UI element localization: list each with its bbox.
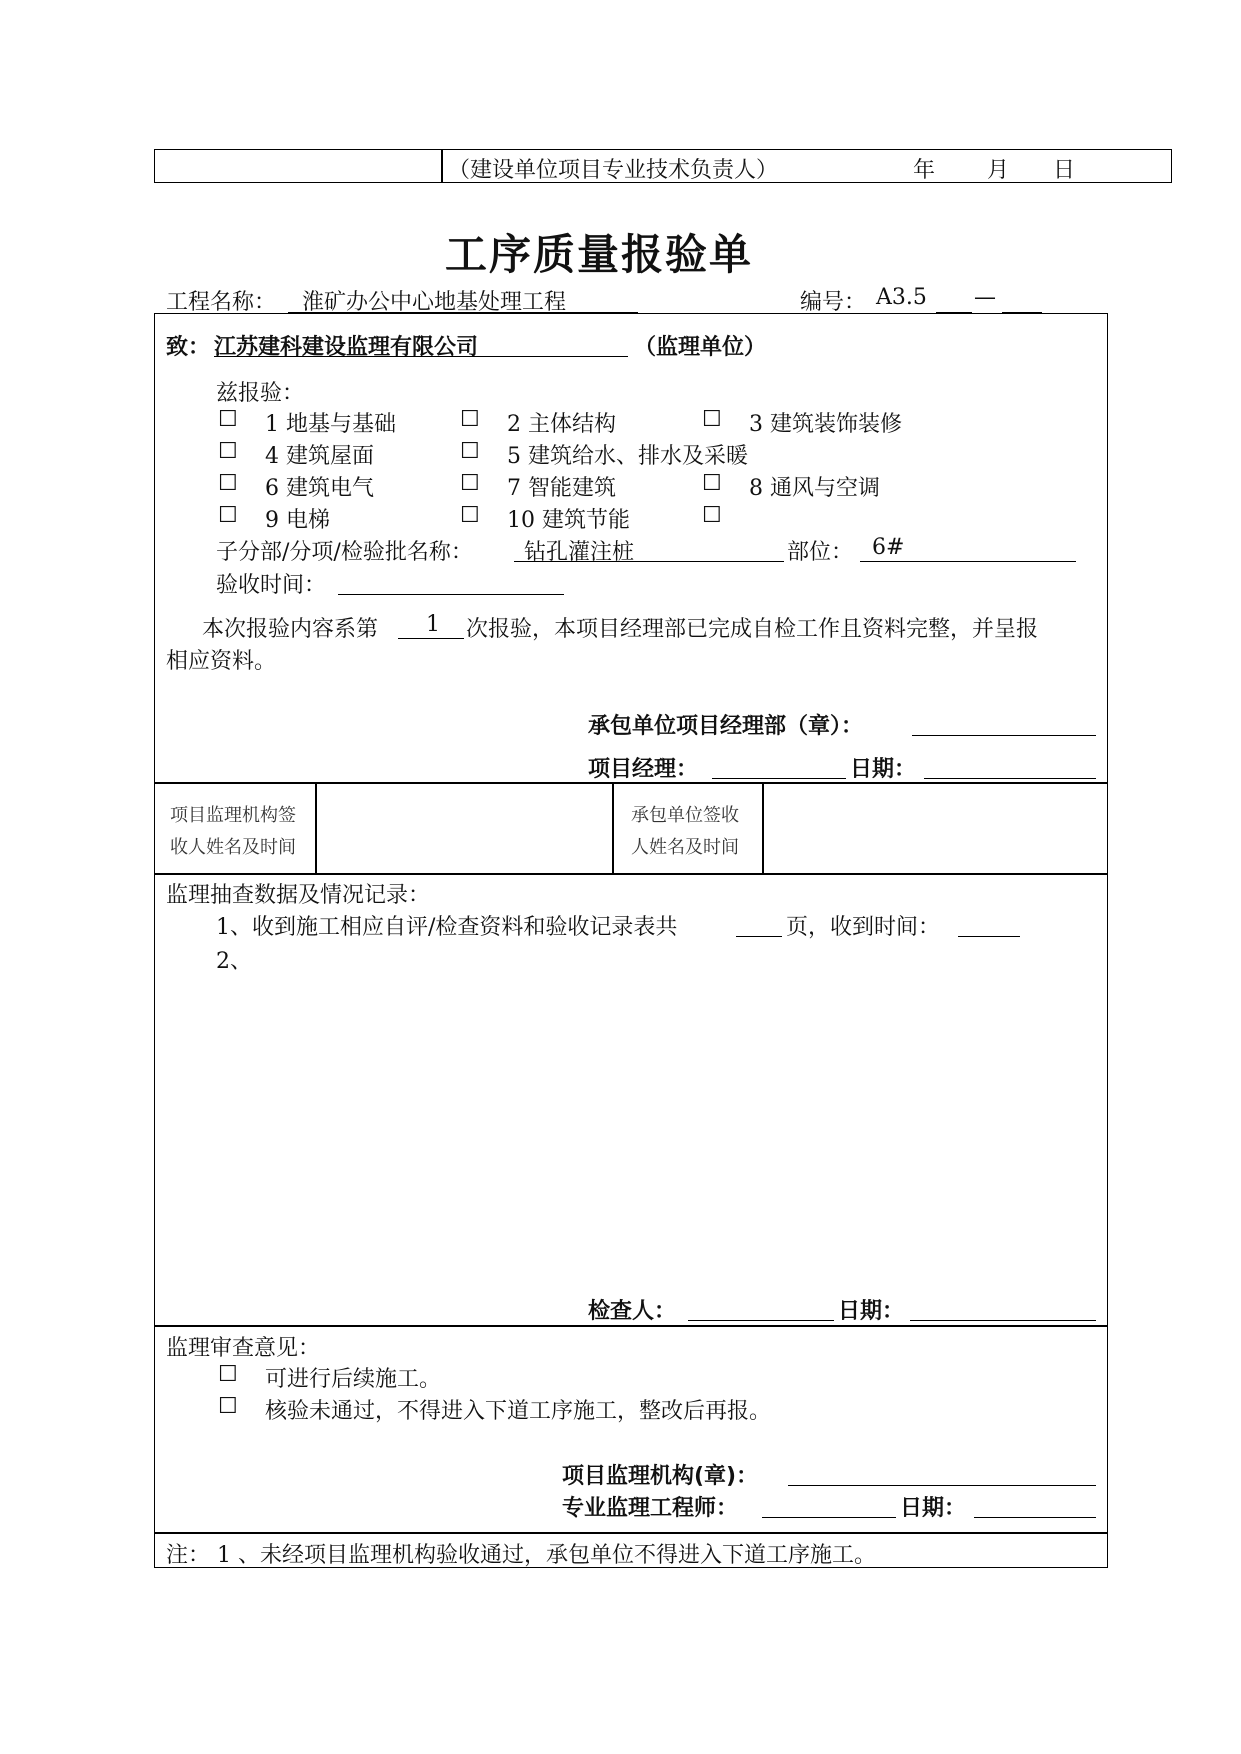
checkbox-8-label: 8 通风与空调 (749, 476, 880, 501)
receipt-top-line (154, 782, 1108, 784)
checkbox-6[interactable]: ☐ (218, 471, 238, 496)
contractor-dept-label: 承包单位项目经理部（章）： (588, 714, 864, 739)
inspector-field[interactable] (688, 1320, 834, 1321)
checkbox-7-label: 7 智能建筑 (507, 476, 616, 501)
accept-time-label: 验收时间： (216, 573, 327, 598)
checkbox-6-label: 6 建筑电气 (265, 476, 374, 501)
inspector-label: 检查人： (588, 1299, 677, 1324)
checkbox-9-label: 9 电梯 (265, 508, 330, 533)
location-value[interactable]: 6# (872, 535, 905, 560)
top-row-divider (441, 149, 443, 183)
inspection-heading: 监理抽查数据及情况记录： (166, 883, 431, 908)
checkbox-1-label: 1 地基与基础 (265, 412, 396, 437)
review-option-2-checkbox[interactable]: ☐ (218, 1394, 238, 1419)
checkbox-2-label: 2 主体结构 (507, 412, 616, 437)
checkbox-3[interactable]: ☐ (702, 407, 722, 432)
supervising-engineer-label: 专业监理工程师： (562, 1496, 739, 1521)
subitem-label: 子分部/分项/检验批名称： (216, 540, 473, 565)
inspection-pages-field[interactable] (736, 936, 782, 937)
accept-time-field[interactable] (338, 594, 564, 595)
review-top-line (154, 1325, 1108, 1327)
note-top-line (154, 1532, 1108, 1534)
report-date-label: 日期： (850, 757, 917, 782)
checkbox-7[interactable]: ☐ (460, 471, 480, 496)
recipient-company: 江苏建科建设监理有限公司 (214, 335, 479, 360)
statement-post: 次报验，本项目经理部已完成自检工作且资料完整，并呈报 (466, 617, 1039, 642)
review-option-1-label: 可进行后续施工。 (265, 1367, 442, 1392)
location-underline (860, 561, 1076, 562)
receipt-divider-1 (315, 782, 317, 874)
inspection-received-time-field[interactable] (958, 936, 1020, 937)
receipt-divider-2 (612, 782, 614, 874)
checkbox-10-label: 10 建筑节能 (507, 508, 630, 533)
supervisor-receipt-field[interactable] (318, 785, 610, 871)
page-title: 工序质量报验单 (445, 230, 754, 279)
contractor-receipt-l1: 承包单位签收 (631, 805, 739, 826)
inspection-notes-area[interactable] (160, 975, 1100, 1285)
checkbox-5-label: 5 建筑给水、排水及采暖 (507, 444, 748, 469)
code-dash: — (974, 285, 996, 310)
subitem-underline (514, 561, 784, 562)
subitem-value[interactable]: 钻孔灌注桩 (524, 540, 635, 565)
code-label: 编号： (800, 290, 867, 315)
statement-line2: 相应资料。 (166, 649, 277, 674)
supervision-org-field[interactable] (788, 1485, 1096, 1486)
inspection-item-2: 2、 (216, 949, 252, 974)
checkbox-2[interactable]: ☐ (460, 407, 480, 432)
project-name-label: 工程名称： (166, 290, 277, 315)
inspection-item-1-pre: 1、收到施工相应自评/检查资料和验收记录表共 (216, 915, 678, 940)
project-manager-label: 项目经理： (588, 757, 699, 782)
project-name-value: 淮矿办公中心地基处理工程 (302, 290, 567, 315)
checkbox-11[interactable]: ☐ (702, 503, 722, 528)
checkbox-8[interactable]: ☐ (702, 471, 722, 496)
review-option-2-label: 核验未通过，不得进入下道工序施工，整改后再报。 (265, 1399, 772, 1424)
receipt-divider-3 (762, 782, 764, 874)
top-year: 年 (913, 158, 936, 183)
recipient-suffix: （监理单位） (634, 335, 767, 360)
report-date-field[interactable] (924, 778, 1096, 779)
code-value: A3.5 (876, 285, 927, 310)
supervisor-receipt-l1: 项目监理机构签 (170, 805, 296, 826)
inspection-date-label: 日期： (838, 1299, 905, 1324)
review-option-1-checkbox[interactable]: ☐ (218, 1362, 238, 1387)
top-month: 月 (987, 158, 1010, 183)
report-intro: 兹报验： (216, 381, 305, 406)
review-date-field[interactable] (974, 1517, 1096, 1518)
review-heading: 监理审查意见： (166, 1336, 321, 1361)
inspection-date-field[interactable] (910, 1320, 1096, 1321)
checkbox-3-label: 3 建筑装饰装修 (749, 412, 902, 437)
supervising-engineer-field[interactable] (762, 1517, 896, 1518)
statement-count[interactable]: 1 (426, 612, 440, 637)
checkbox-4[interactable]: ☐ (218, 439, 238, 464)
contractor-dept-field[interactable] (912, 735, 1096, 736)
supervision-org-label: 项目监理机构(章)： (562, 1464, 759, 1489)
checkbox-5[interactable]: ☐ (460, 439, 480, 464)
checkbox-9[interactable]: ☐ (218, 503, 238, 528)
top-signer-label: （建设单位项目专业技术负责人） (448, 158, 779, 183)
project-manager-field[interactable] (712, 778, 846, 779)
statement-pre: 本次报验内容系第 (202, 617, 379, 642)
contractor-receipt-l2: 人姓名及时间 (631, 837, 739, 858)
statement-count-underline (398, 638, 464, 639)
contractor-receipt-field[interactable] (765, 785, 1103, 871)
recipient-prefix: 致： (166, 335, 211, 360)
receipt-bottom-line (154, 873, 1108, 875)
inspection-item-1-mid: 页，收到时间： (786, 915, 941, 940)
recipient-underline (214, 356, 628, 357)
supervisor-receipt-l2: 收人姓名及时间 (170, 837, 296, 858)
review-date-label: 日期： (900, 1496, 967, 1521)
checkbox-1[interactable]: ☐ (218, 407, 238, 432)
footer-note: 注： 1 、未经项目监理机构验收通过，承包单位不得进入下道工序施工。 (166, 1543, 876, 1568)
top-day: 日 (1053, 158, 1076, 183)
checkbox-4-label: 4 建筑屋面 (265, 444, 374, 469)
location-label: 部位： (787, 540, 854, 565)
checkbox-10[interactable]: ☐ (460, 503, 480, 528)
